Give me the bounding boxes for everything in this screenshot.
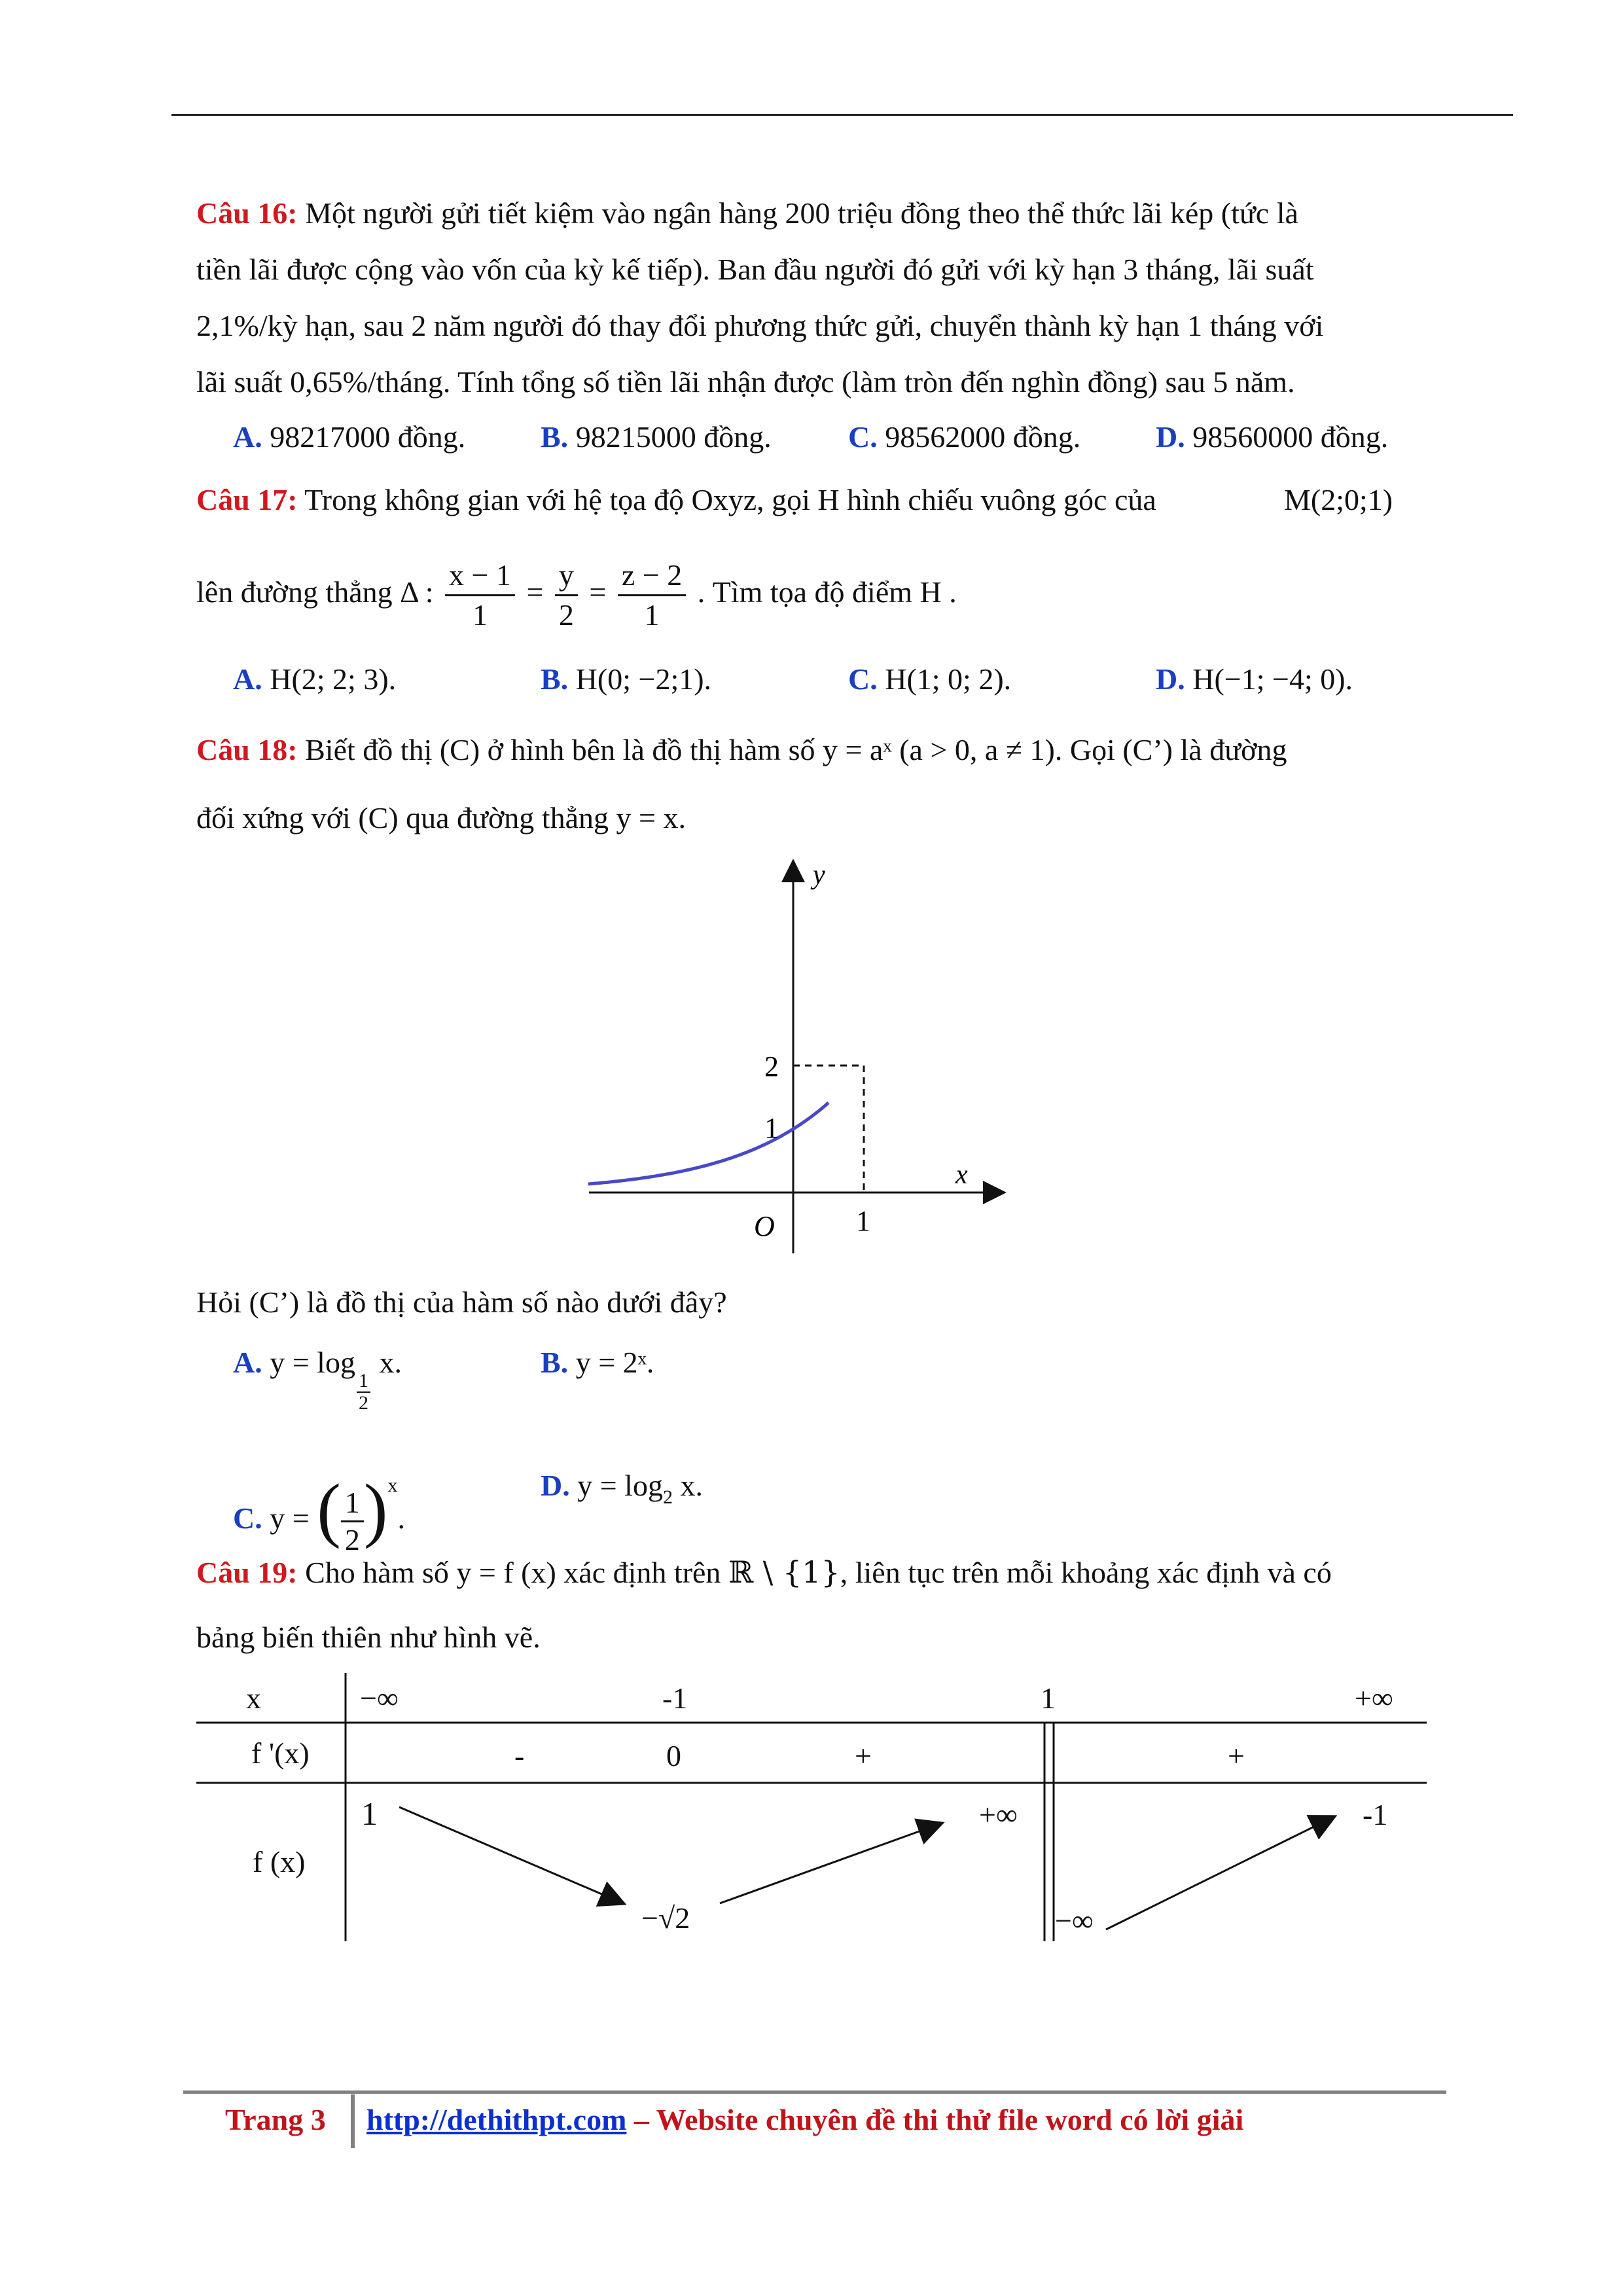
arrow-increasing-1 [720,1823,941,1903]
header-rule [171,114,1513,116]
x-value-pos-inf: +∞ [1355,1681,1393,1715]
origin-label: O [754,1210,775,1242]
q18-option-c[interactable]: C. y = ( $\frac{1}{2}$ )$^x$. [233,1469,405,1556]
q18-line-1: Câu 18: Biết đồ thị (C) ở hình bên là đồ thị hàm số y = aˣ (a > 0, a ≠ 1). Gọi (C’) là đường [196,733,1287,766]
q16-line-4: lãi suất 0,65%/tháng. Tính tổng số tiền lãi nhận được (làm tròn đến nghìn đồng) sau 5 năm. [196,365,1295,399]
q17-option-d[interactable]: D. H(−1; −4; 0). [1156,662,1353,696]
q16-option-a[interactable]: A. 98217000 đồng. [233,420,466,454]
x-value-neg-1: -1 [662,1681,688,1715]
exponential-graph [576,857,1008,1263]
f-value-start: 1 [361,1795,378,1832]
footer-link[interactable]: http://dethithpt.com [366,2103,627,2136]
f-value-end: -1 [1363,1798,1388,1831]
q16-label: Câu 16: [196,196,298,230]
footer-page-number: Trang 3 [225,2103,326,2136]
fraction-one-half: $\frac{1}{2}$ [341,1485,364,1558]
q18-question: Hỏi (C’) là đồ thị của hàm số nào dưới đây? [196,1285,727,1319]
x-value-1: 1 [1041,1681,1056,1715]
q17-line-1: Câu 17: Trong không gian với hệ tọa độ Oxyz, gọi H hình chiếu vuông góc của M(2;0;1) [196,480,1427,520]
table-header-f: f (x) [253,1845,306,1878]
q16-line-2: tiền lãi được cộng vào vốn của kỳ kế tiếp). Ban đầu người đó gửi với kỳ hạn 3 tháng, lãi suất [196,253,1314,286]
q16-line-3: 2,1%/kỳ hạn, sau 2 năm người đó thay đổi phương thức gửi, chuyển thành kỳ hạn 1 tháng với [196,309,1324,342]
arrow-decreasing [399,1807,623,1903]
q19-line-2: bảng biến thiên như hình vẽ. [196,1621,541,1654]
tick-y-1: 1 [764,1112,779,1144]
fprime-zero: 0 [666,1739,681,1772]
arrow-increasing-2 [1106,1817,1334,1929]
tick-x-1: 1 [856,1205,870,1237]
q18-label: Câu 18: [196,733,298,766]
q17-line-2: lên đường thẳng Δ : $\frac{x - 1}{1}$ = $\frac{y}{2}$ = $\frac{z - 2}{1}$ . Tìm tọa độ điểm H . [196,550,1427,635]
fprime-sign-1: - [514,1739,525,1772]
q18-option-a[interactable]: A. y = log $\frac{1}{2}$ x. [233,1346,402,1414]
footer-divider [351,2094,355,2148]
q17-option-c[interactable]: C. H(1; 0; 2). [848,662,1012,696]
q18-line-2: đối xứng với (C) qua đường thẳng y = x. [196,801,686,834]
q17-fraction-z: $\frac{z - 2}{1}$ [618,556,686,634]
x-axis-label: x [955,1160,968,1190]
q19-label: Câu 19: [196,1556,298,1589]
q17-label: Câu 17: [196,483,298,516]
footer-site: http://dethithpt.com – Website chuyên đề thi thử file word có lời giải [366,2103,1244,2136]
q19-line-1: Câu 19: Cho hàm số y = f (x) xác định trên ℝ \ {1}, liên tục trên mỗi khoảng xác định và có [196,1554,1332,1590]
q16-option-b[interactable]: B. 98215000 đồng. [541,420,772,454]
q17-fraction-y: $\frac{y}{2}$ [555,556,578,634]
q16-option-c[interactable]: C. 98562000 đồng. [848,420,1081,454]
fprime-sign-3: + [1228,1739,1245,1772]
footer-rule [183,2090,1446,2094]
table-header-fprime: f '(x) [251,1736,310,1770]
x-value-neg-inf: −∞ [360,1681,399,1715]
fprime-sign-2: + [855,1739,872,1772]
q17-point-m: M(2;0;1) [1284,483,1393,516]
log-base-half: $\frac{1}{2}$ [357,1371,370,1414]
f-value-neg-inf: −∞ [1055,1904,1094,1937]
q16-line-1: Câu 16: Một người gửi tiết kiệm vào ngân hàng 200 triệu đồng theo thể thức lãi kép (tức là [196,196,1298,230]
table-header-x: x [246,1681,261,1715]
domain-set: ℝ \ {1} [728,1554,840,1590]
q18-option-b[interactable]: B. y = 2ˣ. [541,1346,654,1379]
q16-option-d[interactable]: D. 98560000 đồng. [1156,420,1389,454]
q17-option-a[interactable]: A. H(2; 2; 3). [233,662,397,696]
f-value-pos-inf: +∞ [979,1798,1018,1831]
q17-fraction-x: $\frac{x - 1}{1}$ [445,556,515,634]
y-axis-label: y [813,860,825,890]
q17-option-b[interactable]: B. H(0; −2;1). [541,662,712,696]
q18-option-d[interactable]: D. $y = \log_2 x$. [541,1469,703,1508]
variation-table [196,1673,1427,1941]
f-value-min: −√2 [641,1901,690,1935]
tick-y-2: 2 [764,1050,779,1083]
